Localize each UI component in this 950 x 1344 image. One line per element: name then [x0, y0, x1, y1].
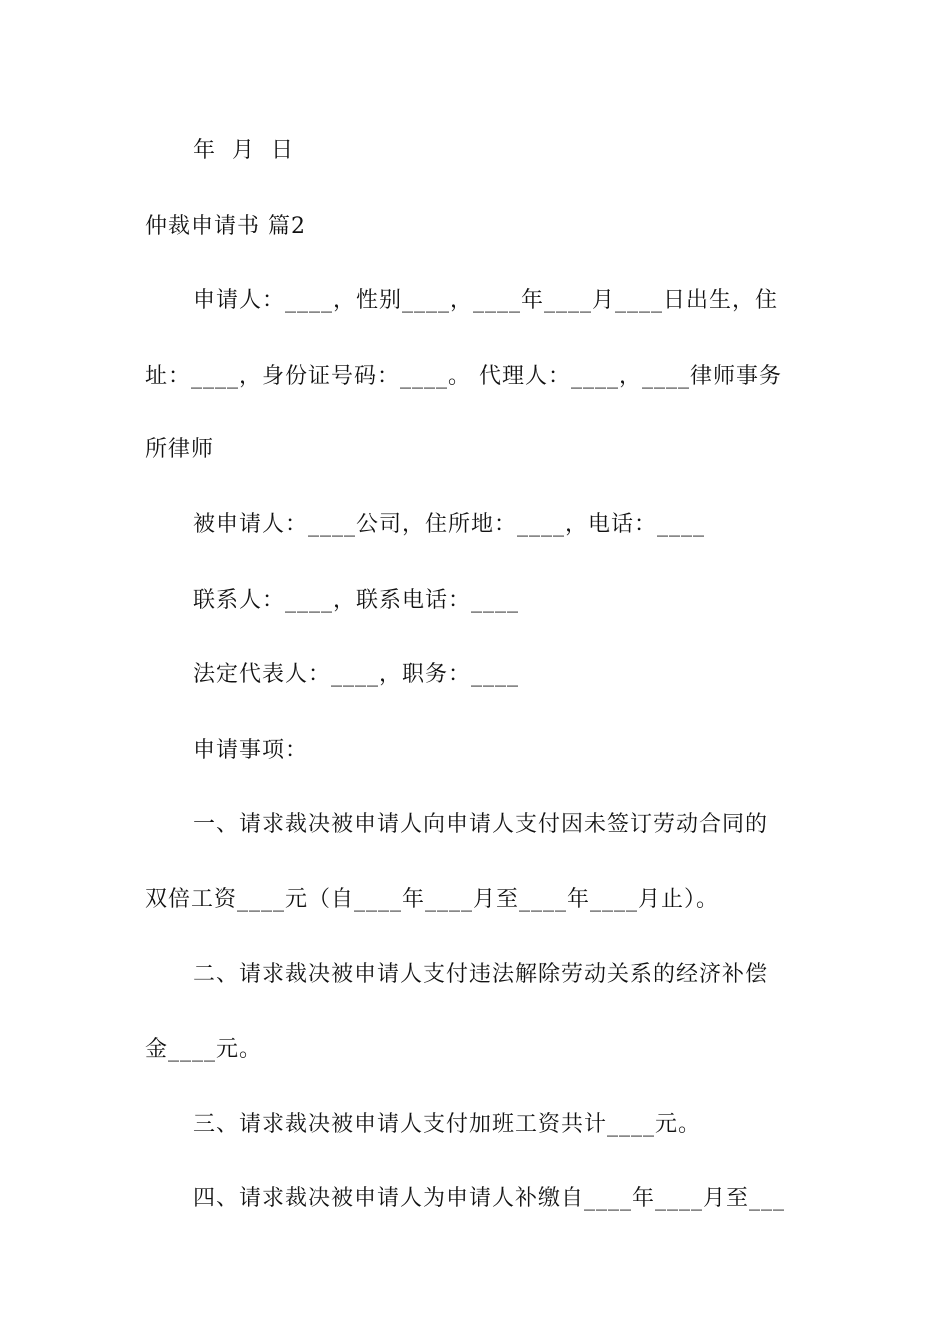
claims-heading: 申请事项：	[193, 738, 309, 763]
contact-line: 联系人：____，联系电话：____	[193, 588, 520, 613]
claim-2-line-1: 二、请求裁决被申请人支付违法解除劳动关系的经济补偿	[193, 962, 769, 987]
claim-3-line: 三、请求裁决被申请人支付加班工资共计____元。	[193, 1112, 702, 1137]
claim-1-line-2: 双倍工资____元（自____年____月至____年____月止）。	[145, 887, 720, 912]
applicant-line-2: 址：____，身份证号码：____。 代理人：____，____律师事务	[145, 364, 782, 389]
claim-2-line-2: 金____元。	[145, 1037, 263, 1062]
section-title: 仲裁申请书 篇2	[145, 214, 306, 239]
claim-4-line: 四、请求裁决被申请人为申请人补缴自____年____月至___	[193, 1186, 786, 1211]
applicant-line-3: 所律师	[145, 437, 215, 462]
claim-1-line-1: 一、请求裁决被申请人向申请人支付因未签订劳动合同的	[193, 812, 769, 837]
legal-rep-line: 法定代表人：____，职务：____	[193, 662, 520, 687]
date-line: 年 月 日	[193, 138, 294, 163]
applicant-line-1: 申请人：____，性别____，____年____月____日出生，住	[193, 288, 779, 313]
respondent-line: 被申请人：____公司，住所地：____，电话：____	[193, 512, 706, 537]
